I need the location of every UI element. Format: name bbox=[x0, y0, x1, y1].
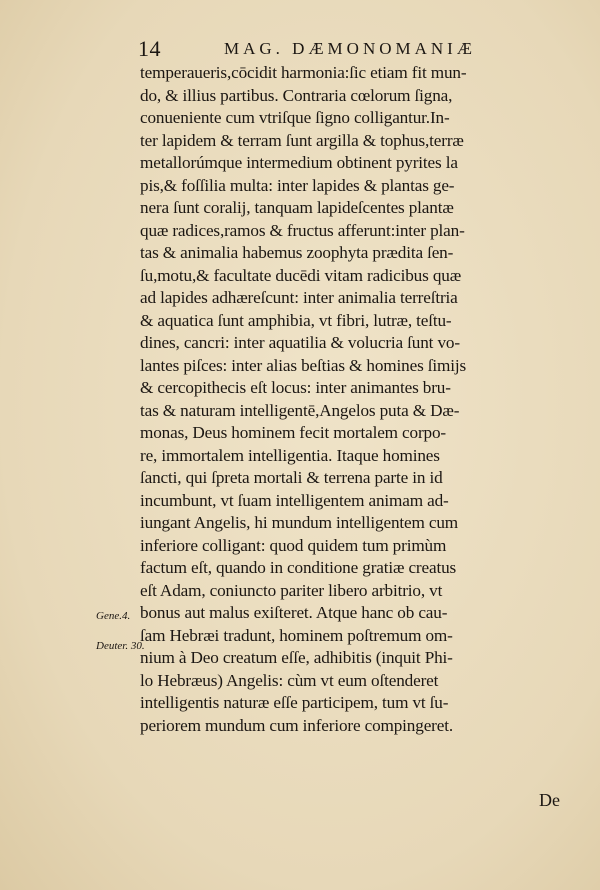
text-line: temperaueris,cōcidit harmonia:ſic etiam fit mun- bbox=[140, 63, 467, 82]
page-number: 14 bbox=[138, 36, 161, 61]
text-line: eſt Adam, coniuncto pariter libero arbitrio, vt bbox=[140, 580, 443, 600]
text-line: & cercopithecis eſt locus: inter animantes bru- bbox=[140, 378, 451, 397]
text-line: ſu,motu,& facultate ducēdi vitam radicibus quæ bbox=[140, 265, 462, 285]
margin-note-deuteronomy: Deuter. 30. bbox=[96, 640, 145, 652]
text-line: do, & illius partibus. Contraria cœlorum ſigna, bbox=[140, 85, 453, 105]
text-line: inferiore colligant: quod quidem tum primùm bbox=[140, 535, 447, 555]
text-line: nium à Deo creatum eſſe, adhibitis (inquit Phi- bbox=[140, 648, 453, 667]
text-line: tas & animalia habemus zoophyta prædita ſen- bbox=[140, 243, 454, 262]
text-line: bonus aut malus exiſteret. Atque hanc ob cau- bbox=[140, 603, 448, 622]
text-line: pis,& foſſilia multa: inter lapides & plantas ge- bbox=[140, 175, 455, 195]
text-line: factum eſt, quando in conditione gratiæ creatus bbox=[140, 558, 457, 577]
running-title: MAG. DÆMONOMANIÆ bbox=[224, 39, 476, 58]
text-line: periorem mundum cum inferiore compingeret. bbox=[140, 715, 453, 735]
text-line: conueniente cum vtriſque ſigno colligantur.In- bbox=[140, 108, 450, 127]
text-line: ter lapidem & terram ſunt argilla & tophus,terræ bbox=[140, 130, 464, 150]
text-line: ſam Hebræi tradunt, hominem poſtremum om- bbox=[140, 625, 453, 645]
text-line: dines, cancri: inter aquatilia & volucria ſunt vo- bbox=[140, 333, 460, 352]
catchword: De bbox=[539, 790, 560, 810]
body-text bbox=[140, 62, 568, 737]
text-line: incumbunt, vt ſuam intelligentem animam ad- bbox=[140, 490, 449, 510]
page-header bbox=[138, 36, 558, 60]
text-line: quæ radices,ramos & fructus afferunt:inter plan- bbox=[140, 220, 465, 240]
text-line: metallorúmque intermedium obtinent pyrites la bbox=[140, 153, 458, 172]
margin-note-genesis: Gene.4. bbox=[96, 610, 131, 622]
text-line: monas, Deus hominem fecit mortalem corpo- bbox=[140, 423, 447, 442]
text-line: re, immortalem intelligentia. Itaque homines bbox=[140, 445, 440, 465]
text-line: lantes piſces: inter alias beſtias & homines ſimijs bbox=[140, 355, 467, 375]
text-line: nera ſunt coralij, tanquam lapideſcentes plantæ bbox=[140, 198, 454, 217]
text-line: ſancti, qui ſpreta mortali & terrena parte in id bbox=[140, 468, 443, 487]
text-line: & aquatica ſunt amphibia, vt fibri, lutræ, teſtu- bbox=[140, 310, 452, 330]
text-line: tas & naturam intelligentē,Angelos puta & Dæ- bbox=[140, 400, 460, 420]
text-line: intelligentis naturæ eſſe participem, tum vt ſu- bbox=[140, 693, 449, 712]
text-line: iungant Angelis, hi mundum intelligentem cum bbox=[140, 513, 459, 532]
text-line: ad lapides adhæreſcunt: inter animalia terreſtria bbox=[140, 288, 458, 307]
text-line: lo Hebræus) Angelis: cùm vt eum oſtenderet bbox=[140, 670, 439, 690]
